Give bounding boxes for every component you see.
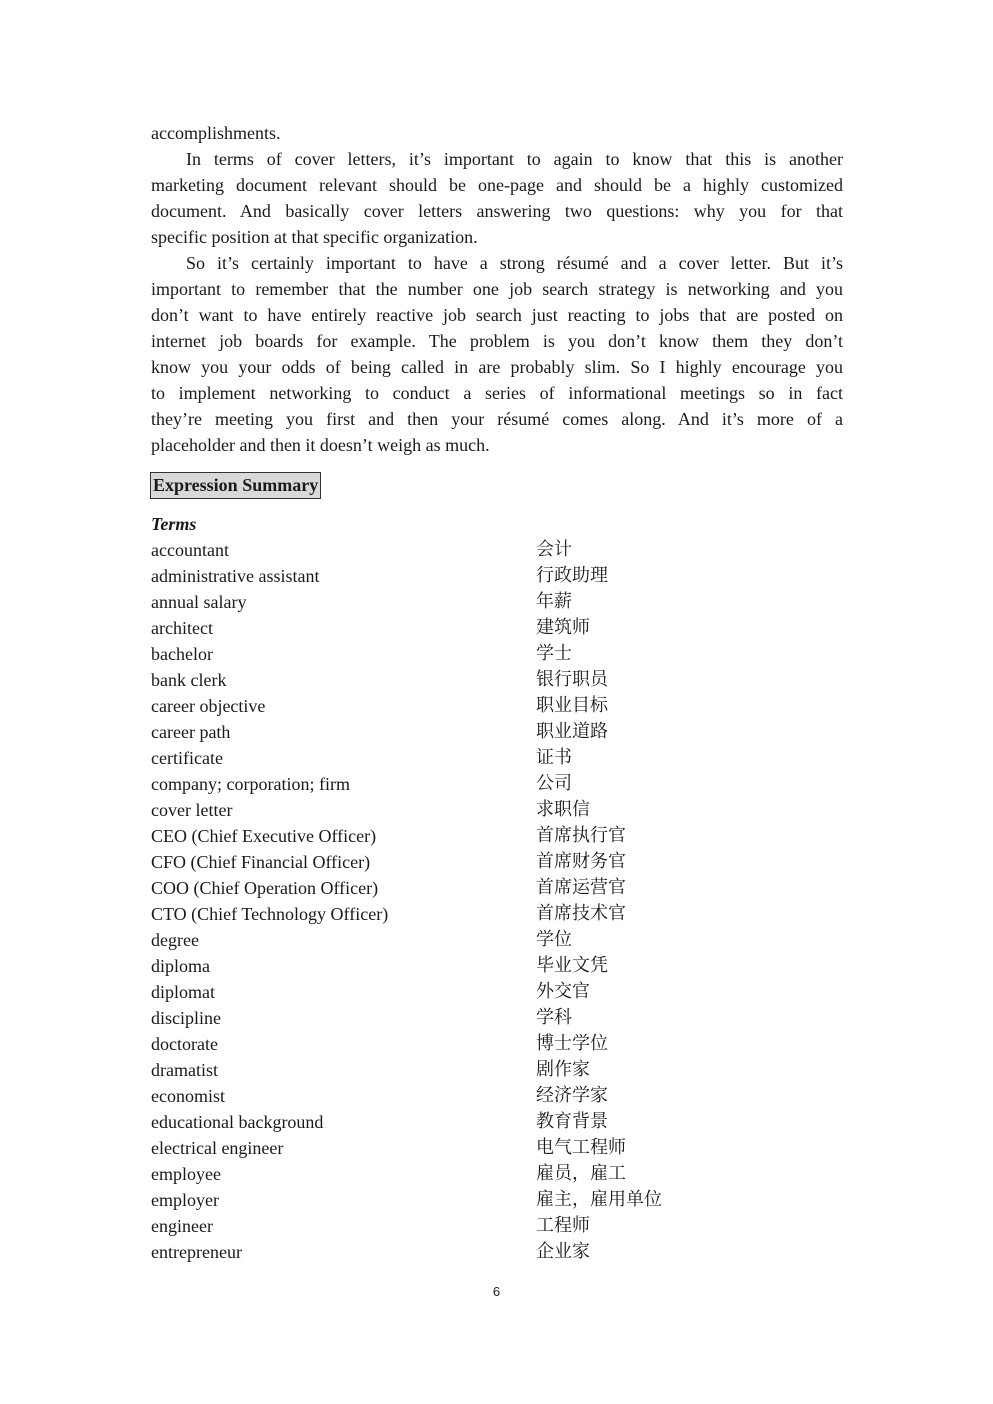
term-row <box>151 537 711 563</box>
term-english: career objective <box>151 696 266 716</box>
body-line: placeholder and then it doesn’t weigh as much. <box>151 435 490 455</box>
term-english: CFO (Chief Financial Officer) <box>151 852 371 872</box>
term-english: degree <box>151 930 199 950</box>
term-english: diplomat <box>151 982 215 1002</box>
term-row <box>151 1187 711 1213</box>
term-row <box>151 615 711 641</box>
term-chinese: 外交官 <box>536 981 590 1002</box>
subsection-heading: Terms <box>151 514 197 534</box>
body-line: they’re meeting you first and then your résumé comes along. And it’s more of a <box>151 409 843 429</box>
body-line: internet job boards for example. The problem is you don’t know them they don’t <box>151 331 843 351</box>
term-chinese: 学位 <box>536 929 572 950</box>
term-chinese: 会计 <box>536 539 572 560</box>
term-chinese: 雇员，雇工 <box>536 1163 626 1184</box>
term-row <box>151 1213 711 1239</box>
term-row <box>151 745 711 771</box>
term-row <box>151 1005 711 1031</box>
term-chinese: 首席执行官 <box>536 825 626 846</box>
term-english: doctorate <box>151 1034 218 1054</box>
term-row <box>151 953 711 979</box>
term-chinese: 剧作家 <box>536 1059 590 1080</box>
term-chinese: 建筑师 <box>536 617 590 638</box>
term-row <box>151 641 711 667</box>
body-line: document. And basically cover letters answering two questions: why you for that <box>151 201 843 221</box>
term-english: educational background <box>151 1112 324 1132</box>
term-chinese: 求职信 <box>536 799 590 820</box>
term-row <box>151 667 711 693</box>
term-chinese: 年薪 <box>536 591 572 612</box>
term-row <box>151 589 711 615</box>
body-line: know you your odds of being called in are probably slim. So I highly encourage you <box>151 357 843 377</box>
term-row <box>151 1239 711 1265</box>
term-english: electrical engineer <box>151 1138 284 1158</box>
term-english: company; corporation; firm <box>151 774 350 794</box>
term-english: engineer <box>151 1216 213 1236</box>
term-chinese: 经济学家 <box>536 1085 608 1106</box>
term-english: accountant <box>151 540 229 560</box>
term-english: economist <box>151 1086 225 1106</box>
term-row <box>151 1083 711 1109</box>
term-chinese: 首席运营官 <box>536 877 626 898</box>
term-row <box>151 927 711 953</box>
term-chinese: 教育背景 <box>536 1111 608 1132</box>
terms-list <box>151 537 711 1265</box>
term-chinese: 职业道路 <box>536 721 608 742</box>
body-line: don’t want to have entirely reactive job search just reacting to jobs that are posted on <box>151 305 843 325</box>
term-row <box>151 797 711 823</box>
term-english: employee <box>151 1164 221 1184</box>
term-chinese: 电气工程师 <box>536 1137 626 1158</box>
term-chinese: 首席财务官 <box>536 851 626 872</box>
term-chinese: 公司 <box>536 773 572 794</box>
term-row <box>151 1031 711 1057</box>
term-english: CEO (Chief Executive Officer) <box>151 826 377 846</box>
term-english: dramatist <box>151 1060 218 1080</box>
term-row <box>151 693 711 719</box>
term-english: cover letter <box>151 800 233 820</box>
term-chinese: 工程师 <box>536 1215 590 1236</box>
term-chinese: 雇主，雇用单位 <box>536 1189 662 1210</box>
term-chinese: 首席技术官 <box>536 903 626 924</box>
term-english: certificate <box>151 748 223 768</box>
body-line: marketing document relevant should be one-page and should be a highly customized <box>151 175 843 195</box>
term-row <box>151 823 711 849</box>
term-english: CTO (Chief Technology Officer) <box>151 904 389 924</box>
page-number: 6 <box>492 1284 501 1299</box>
term-row <box>151 1057 711 1083</box>
body-line: So it’s certainly important to have a strong résumé and a cover letter. But it’s <box>186 253 843 273</box>
body-line: In terms of cover letters, it’s important to again to know that this is another <box>186 149 843 169</box>
term-row <box>151 719 711 745</box>
term-row <box>151 901 711 927</box>
term-english: career path <box>151 722 231 742</box>
term-chinese: 行政助理 <box>536 565 608 586</box>
term-row <box>151 849 711 875</box>
section-heading: Expression Summary <box>150 472 321 499</box>
term-chinese: 职业目标 <box>536 695 608 716</box>
term-english: bank clerk <box>151 670 227 690</box>
term-english: diploma <box>151 956 210 976</box>
term-chinese: 学科 <box>536 1007 572 1028</box>
term-chinese: 学士 <box>536 643 572 664</box>
term-row <box>151 1135 711 1161</box>
body-line: specific position at that specific organization. <box>151 227 478 247</box>
term-english: architect <box>151 618 213 638</box>
term-english: entrepreneur <box>151 1242 242 1262</box>
term-row <box>151 771 711 797</box>
term-row <box>151 1161 711 1187</box>
term-chinese: 银行职员 <box>536 669 608 690</box>
body-line: important to remember that the number one job search strategy is networking and you <box>151 279 843 299</box>
term-row <box>151 563 711 589</box>
body-line: accomplishments. <box>151 123 281 143</box>
term-english: bachelor <box>151 644 213 664</box>
term-english: COO (Chief Operation Officer) <box>151 878 379 898</box>
term-english: administrative assistant <box>151 566 320 586</box>
term-chinese: 证书 <box>536 747 572 768</box>
term-row <box>151 875 711 901</box>
term-chinese: 博士学位 <box>536 1033 608 1054</box>
term-row <box>151 1109 711 1135</box>
body-line: to implement networking to conduct a series of informational meetings so in fact <box>151 383 843 403</box>
term-row <box>151 979 711 1005</box>
term-chinese: 毕业文凭 <box>536 955 608 976</box>
term-english: employer <box>151 1190 219 1210</box>
term-chinese: 企业家 <box>536 1241 590 1262</box>
term-english: discipline <box>151 1008 221 1028</box>
term-english: annual salary <box>151 592 247 612</box>
